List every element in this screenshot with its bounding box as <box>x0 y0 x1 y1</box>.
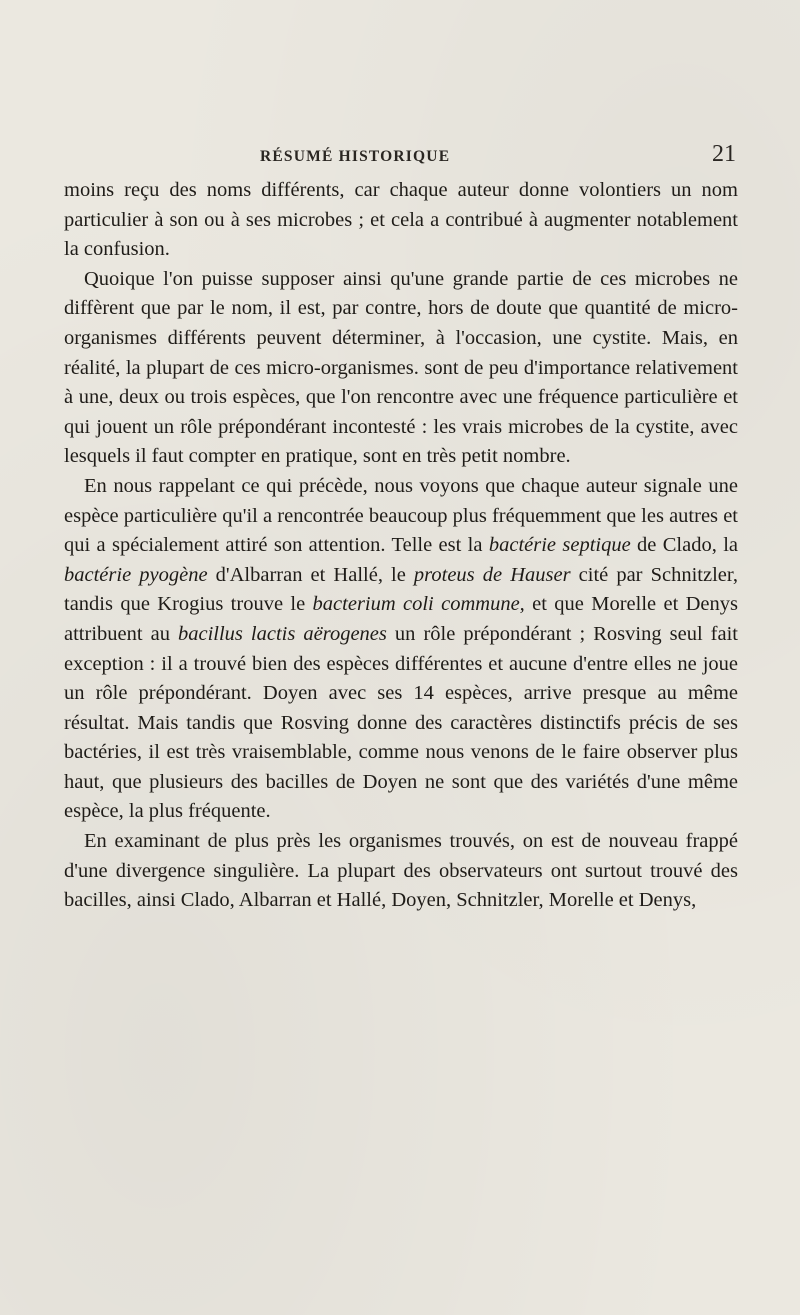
p3-text-5: et que Morelle et Denys attribuent au <box>64 593 739 645</box>
paragraph-4: En examinant de plus près les organismes trouvés, on est de nouveau frappé d'une divergence singulière. La plupart des observateurs ont surtout trouvé des bacilles, ainsi Clado, Albarran et Hallé, Doyen, Schnitzler, Morelle et Denys, <box>64 830 738 912</box>
p3-term-bacterium-coli: bacterium coli commune, <box>312 593 525 616</box>
running-header <box>64 138 736 168</box>
p3-term-proteus-de-hauser: proteus de Hauser <box>413 563 571 586</box>
paragraph-1: moins reçu des noms différents, car chaque auteur donne volontiers un nom particulier à son ou à ses microbes ; et cela a contribué à augmenter notablement la confusion. <box>64 179 738 261</box>
p3-text-6: un rôle prépondérant ; Rosving seul fait exception : il a trouvé bien des espèces différentes et aucune d'entre elles ne joue un rôle prépondérant. Doyen avec ses 14 espèces, arrive presque au même résultat. Mais tandis que Rosving donne des caractères distinctifs précis de ses bactéries, il est très vraisemblable, comme nous venons de le faire observer plus haut, que plusieurs des bacilles de Doyen ne sont que des variétés d'une même espèce, la plus fréquente. <box>64 622 739 823</box>
paragraph-2: Quoique l'on puisse supposer ainsi qu'une grande partie de ces microbes ne diffèrent que par le nom, il est, par contre, hors de doute que quantité de micro-organismes différents peuvent déterminer, à l'occasion, une cystite. Mais, en réalité, la plupart de ces micro-organismes. sont de peu d'importance relativement à une, deux ou trois espèces, que l'on rencontre avec une fréquence particulière et qui jouent un rôle prépondérant incontesté : les vrais microbes de la cystite, avec lesquels il faut compter en pratique, sont en très petit nombre. <box>64 267 738 468</box>
p3-text-1: En nous rappelant ce qui précède, nous voyons que chaque auteur signale une espèce particulière qu'il a rencontrée beaucoup plus fréquemment que les autres et qui a spécialement attiré son attention. Telle est la <box>64 474 738 557</box>
p3-text-2: de Clado, la <box>630 534 738 557</box>
p3-text-3: d'Albarran et Hallé, le <box>207 563 414 586</box>
page-number: 21 <box>712 141 736 167</box>
p3-term-bacterie-septique: bactérie septique <box>488 534 631 557</box>
p3-term-bacillus-lactis: bacillus lactis aërogenes <box>177 622 387 645</box>
running-title: RÉSUMÉ HISTORIQUE <box>260 148 451 165</box>
p3-text-4: cité par Schnitzler, tandis que Krogius trouve le <box>64 563 739 616</box>
paragraph-3 <box>64 472 738 827</box>
p3-term-bacterie-pyogene: bactérie pyogène <box>64 563 208 586</box>
body-text <box>64 176 738 916</box>
